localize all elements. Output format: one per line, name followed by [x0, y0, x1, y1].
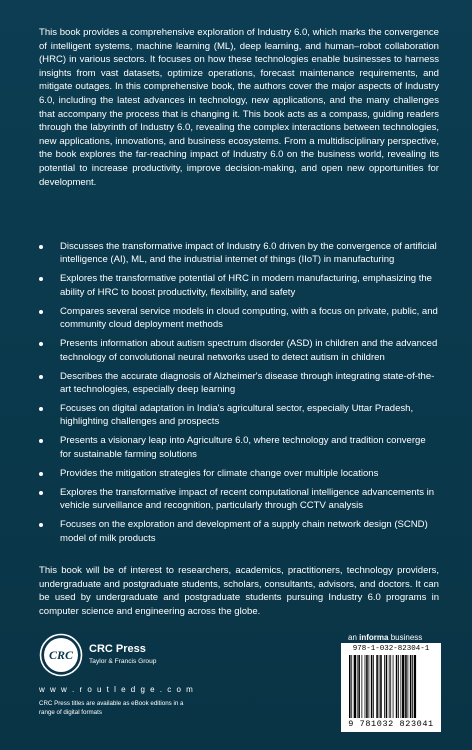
feature-text: Explores the transformative potential of HRC in modern manufacturing, emphasizing the ability of HRC to boost productivity, flexibility, and safety: [60, 273, 432, 298]
isbn-text: 978-1-032-82304-1: [352, 645, 430, 653]
bullet-dot-icon: [39, 277, 43, 281]
informa-tagline: [348, 633, 440, 642]
informa-suffix: business: [388, 633, 423, 642]
feature-list-item: [39, 467, 439, 480]
audience-paragraph: This book will be of interest to researchers, academics, practitioners, technology providers, undergraduate and postgraduate students, scholars, consultants, advisors, and doctors. It can be used by undergraduate and postgraduate students pursuing Industry 6.0 programs in computer science and engineering across the globe.: [39, 565, 439, 617]
barcode-digits: 9 781032 823041: [348, 719, 434, 729]
bullet-dot-icon: [39, 407, 43, 411]
ebook-note: CRC Press titles are available as eBook editions in a range of digital formats: [39, 700, 184, 716]
barcode-bars-icon: [349, 655, 433, 718]
informa-brand: informa: [359, 633, 389, 642]
feature-text: Presents a visionary leap into Agriculture 6.0, where technology and tradition converge for sustainable farming solutions: [60, 435, 426, 460]
feature-text: Presents information about autism spectrum disorder (ASD) in children and the advanced technology of convolutional neural networks used to detect autism in children: [60, 338, 438, 363]
feature-text: Provides the mitigation strategies for climate change over multiple locations: [60, 467, 379, 479]
feature-text: Focuses on the exploration and development of a supply chain network design (SCND) model of milk products: [60, 519, 428, 544]
feature-text: Compares several service models in cloud computing, with a focus on private, public, and community cloud deployment methods: [60, 305, 438, 331]
informa-prefix: an: [348, 633, 360, 642]
feature-list-item: [39, 337, 439, 364]
intro-paragraph: This book provides a comprehensive exploration of Industry 6.0, which marks the convergence of intelligent systems, machine learning (ML), deep learning, and human–robot collaboration (HRC) in various sectors. It focuses on how these technologies enable businesses to harness insights from vast datasets, optimize operations, forecast maintenance requirements, and mitigate outages. In this comprehensive book, the authors cover the major aspects of Industry 6.0, including the latest advances in technology, new applications, and the many challenges that accompany the process that is changing it. This book acts as a compass, guiding readers through the labyrinth of Industry 6.0, revealing the complex interactions between technologies, new applications, innovations, and business ecosystems. From a multidisciplinary perspective, the book explores the far-reaching impact of Industry 6.0 on the business world, revealing its potential to increase productivity, improve decision-making, and open new opportunities for development.: [39, 27, 439, 188]
feature-list-item: [39, 272, 439, 299]
bullet-dot-icon: [39, 342, 43, 346]
crc-logo-text: CRC: [48, 648, 74, 662]
isbn-barcode: [341, 643, 441, 732]
bullet-dot-icon: [39, 439, 43, 443]
feature-list-item: [39, 518, 439, 545]
feature-text: Focuses on digital adaptation in India's agricultural sector, especially Uttar Pradesh, highlighting challenges and prospects: [60, 403, 414, 428]
publisher-group: Taylor & Francis Group: [89, 658, 157, 665]
feature-list-item: [39, 305, 439, 332]
bullet-dot-icon: [39, 491, 43, 495]
bullet-dot-icon: [39, 523, 43, 527]
crc-logo-icon: [39, 633, 83, 677]
feature-list: [39, 240, 439, 551]
feature-text: Discusses the transformative impact of Industry 6.0 driven by the convergence of artificial intelligence (AI), ML, and the industrial internet of things (IIoT) in manufacturing: [60, 241, 437, 266]
feature-list-item: [39, 434, 439, 461]
feature-text: Explores the transformative impact of recent computational intelligence advancements in vehicle surveillance and recognition, particularly through CCTV analysis: [60, 486, 435, 512]
bullet-dot-icon: [39, 245, 43, 249]
publisher-url[interactable]: w w w . r o u t l e d g e . c o m: [39, 685, 195, 694]
feature-list-item: [39, 402, 439, 429]
bullet-dot-icon: [39, 375, 43, 379]
feature-list-item: [39, 486, 439, 513]
publisher-name: CRC Press: [89, 643, 146, 655]
feature-list-item: [39, 240, 439, 267]
feature-text: Describes the accurate diagnosis of Alzheimer's disease through integrating state-of-the-art technologies, especially deep learning: [60, 370, 435, 396]
bullet-dot-icon: [39, 472, 43, 476]
feature-list-item: [39, 370, 439, 397]
bullet-dot-icon: [39, 310, 43, 314]
